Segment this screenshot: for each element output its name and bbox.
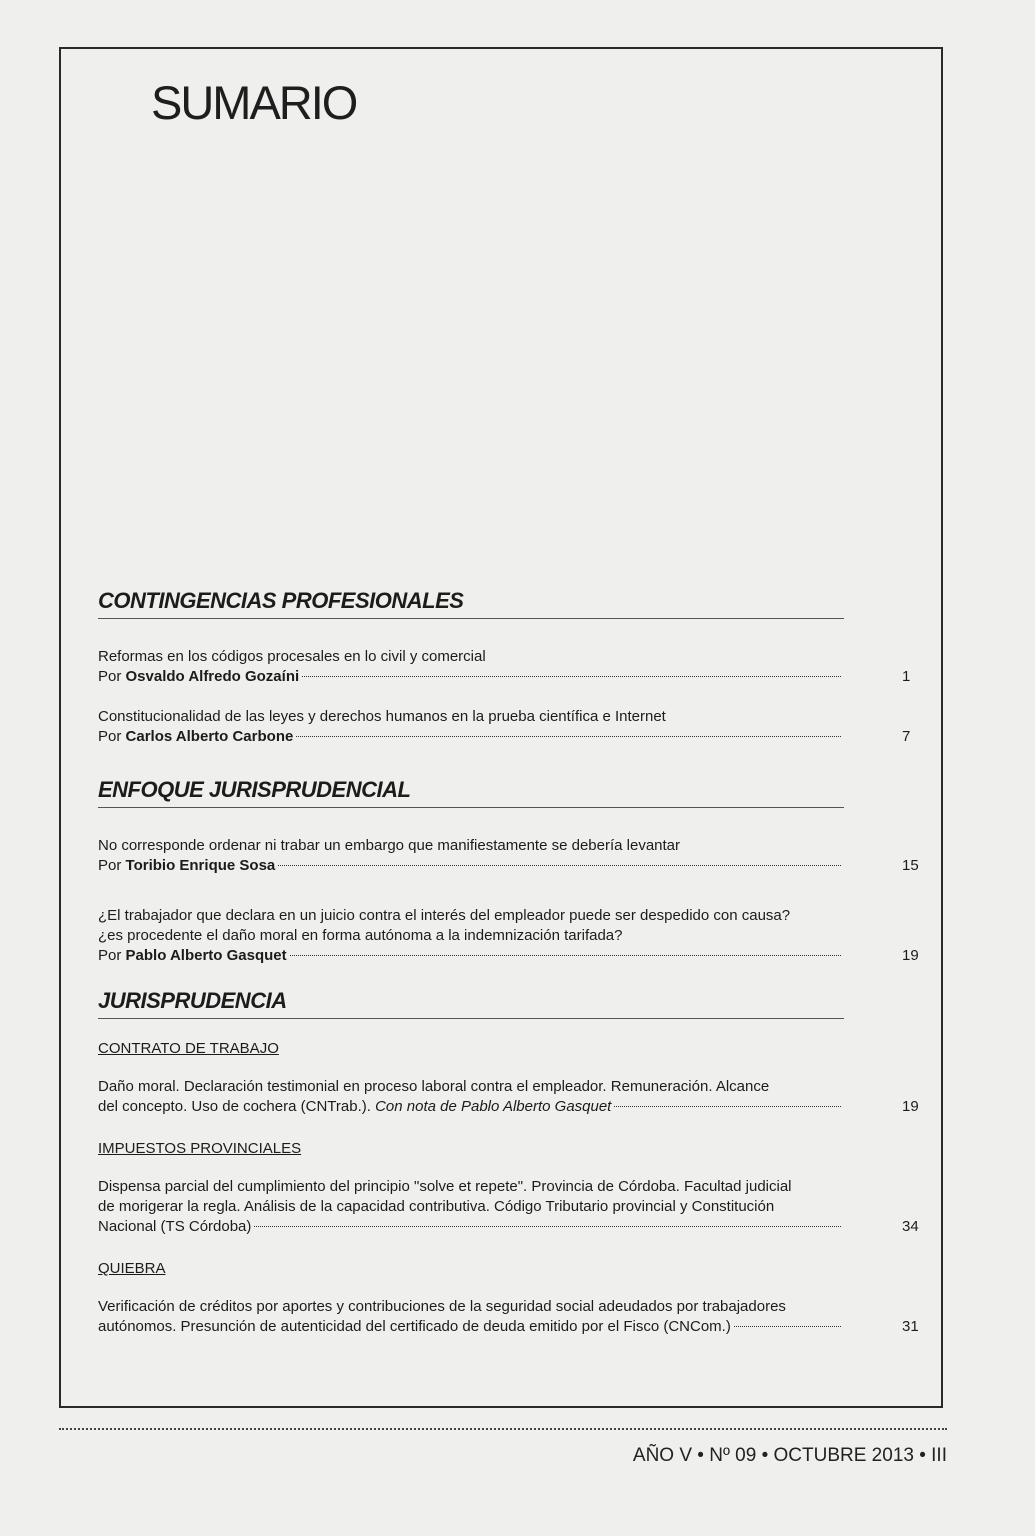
entry-author-line: Por Toribio Enrique Sosa 15: [98, 857, 919, 874]
page-footer: AÑO V • Nº 09 • OCTUBRE 2013 • III: [632, 1445, 947, 1466]
section-enfoque: [98, 777, 919, 966]
entry-author-line: Por Pablo Alberto Gasquet 19: [98, 947, 919, 964]
entry-last-line: del concepto. Uso de cochera (CNTrab.). Con nota de Pablo Alberto Gasquet 19: [98, 1098, 919, 1115]
toc-entry[interactable]: [98, 906, 919, 966]
table-of-contents: [98, 588, 919, 1357]
dot-leader: [614, 1105, 841, 1107]
dot-leader: [290, 954, 841, 956]
entry-title: Constitucionalidad de las leyes y derechos humanos en la prueba científica e Internet: [98, 708, 666, 725]
entry-title: Verificación de créditos por aportes y contribuciones de la seguridad social adeudados por trabajadores: [98, 1298, 786, 1315]
entry-title: Daño moral. Declaración testimonial en proceso laboral contra el empleador. Remuneración. Alcance: [98, 1078, 770, 1095]
page-title: SUMARIO: [151, 76, 357, 129]
dot-leader: [302, 675, 841, 677]
entry-author: Pablo Alberto Gasquet: [125, 947, 287, 964]
section-heading: JURISPRUDENCIA: [98, 988, 844, 1019]
dot-leader: [254, 1225, 841, 1227]
entry-author: Carlos Alberto Carbone: [125, 728, 294, 745]
entry-title: No corresponde ordenar ni trabar un embargo que manifiestamente se debería levantar: [98, 837, 681, 854]
entry-title-end: autónomos. Presunción de autenticidad del certificado de deuda emitido por el Fisco (CNCom.): [98, 1318, 731, 1335]
entry-note: Con nota de Pablo Alberto Gasquet: [375, 1098, 612, 1115]
section-jurisprudencia: [98, 988, 919, 1337]
entry-title: ¿El trabajador que declara en un juicio contra el interés del empleador puede ser despedido con causa?: [98, 907, 791, 924]
dot-leader: [296, 735, 841, 737]
entry-by: Por: [98, 857, 122, 874]
entry-by: Por: [98, 947, 122, 964]
entry-by: Por: [98, 728, 122, 745]
section-heading: ENFOQUE JURISPRUDENCIAL: [98, 777, 844, 808]
entry-author-line: Por Carlos Alberto Carbone 7: [98, 728, 911, 745]
entry-by: Por: [98, 668, 122, 685]
toc-entry[interactable]: [98, 647, 911, 687]
entry-title-line2: de morigerar la regla. Análisis de la capacidad contributiva. Código Tributario provincial y Constitución: [98, 1198, 775, 1215]
entry-author-line: Por Osvaldo Alfredo Gozaíni 1: [98, 668, 911, 685]
entry-title-line2: ¿es procedente el daño moral en forma autónoma a la indemnización tarifada?: [98, 927, 623, 944]
entry-author: Osvaldo Alfredo Gozaíni: [125, 668, 300, 685]
dot-leader: [734, 1325, 841, 1327]
entry-title-end: Nacional (TS Córdoba): [98, 1218, 252, 1235]
entry-title-end: del concepto. Uso de cochera (CNTrab.).: [98, 1098, 371, 1115]
entry-title: Reformas en los códigos procesales en lo civil y comercial: [98, 648, 486, 665]
entry-last-line: autónomos. Presunción de autenticidad del certificado de deuda emitido por el Fisco (CNCom.) 31: [98, 1318, 919, 1335]
toc-entry[interactable]: [98, 1177, 919, 1237]
dot-leader: [278, 864, 841, 866]
entry-last-line: Nacional (TS Córdoba) 34: [98, 1218, 919, 1235]
category-label: QUIEBRA: [98, 1260, 166, 1277]
entry-title: Dispensa parcial del cumplimiento del principio "solve et repete". Provincia de Córdoba. Facultad judicial: [98, 1178, 792, 1195]
toc-entry[interactable]: [98, 1077, 919, 1117]
section-heading: CONTINGENCIAS PROFESIONALES: [98, 588, 844, 619]
toc-entry[interactable]: [98, 1297, 919, 1337]
footer-rule: [59, 1428, 947, 1430]
entry-author: Toribio Enrique Sosa: [125, 857, 276, 874]
category-label: IMPUESTOS PROVINCIALES: [98, 1140, 302, 1157]
section-contingencias: [98, 588, 911, 747]
category-label: CONTRATO DE TRABAJO: [98, 1040, 279, 1057]
toc-entry[interactable]: [98, 836, 919, 876]
toc-entry[interactable]: [98, 707, 911, 747]
